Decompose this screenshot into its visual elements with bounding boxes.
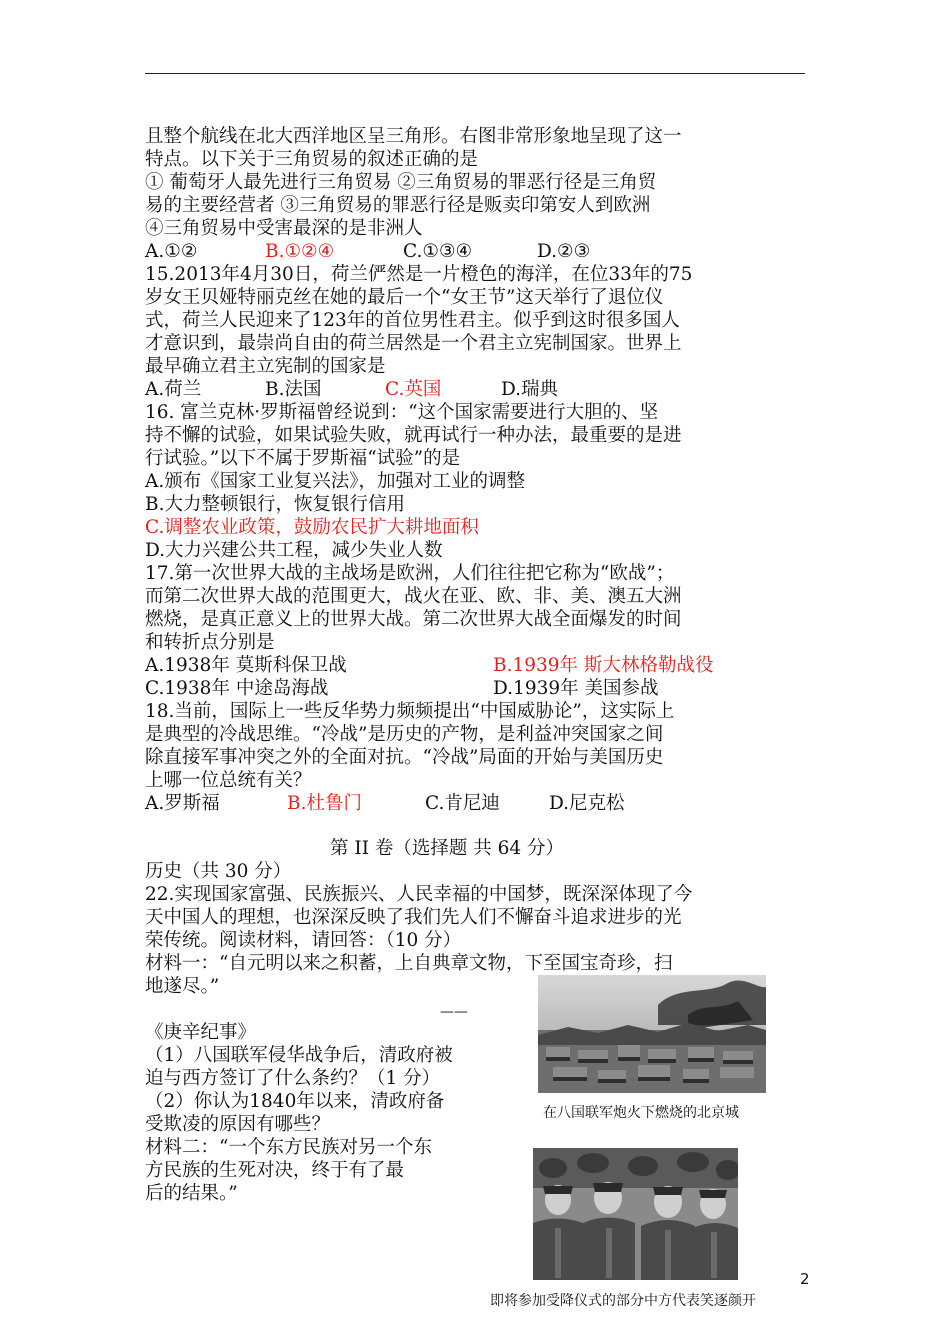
- option-d: D.②③: [537, 241, 591, 262]
- surrender-ceremony-photo: [533, 1148, 738, 1280]
- q15-stem: 式，荷兰人民迎来了123年的首位男性君主。似乎到这时很多国人: [145, 310, 680, 331]
- q16-stem: 持不懈的试验，如果试验失败，就再试行一种办法，最重要的是进: [145, 425, 682, 446]
- option-c: C.肯尼迪: [425, 793, 500, 814]
- q16-stem: 16. 富兰克林·罗斯福曾经说到：“这个国家需要进行大胆的、坚: [145, 402, 659, 423]
- q17-stem: 而第二次世界大战的范围更大，战火在亚、欧、非、美、澳五大洲: [145, 586, 682, 607]
- option-b-answer: B.①②④: [265, 241, 335, 262]
- q15-stem: 岁女王贝娅特丽克丝在她的最后一个“女王节”这天举行了退位仪: [145, 287, 664, 308]
- q16-option-d: D.大力兴建公共工程，减少失业人数: [145, 540, 443, 561]
- material-2: 后的结果。”: [145, 1183, 238, 1204]
- option-a: A.荷兰: [145, 379, 202, 400]
- subject-heading: 历史（共 30 分）: [145, 861, 292, 882]
- option-b: B.法国: [265, 379, 322, 400]
- q22-stem: 荣传统。阅读材料，请回答：（10 分）: [145, 930, 462, 951]
- sub-question-2: 受欺凌的原因有哪些？: [145, 1114, 331, 1135]
- q17-stem: 和转折点分别是: [145, 632, 275, 653]
- section-heading: 第 II 卷（选择题 共 64 分）: [330, 838, 565, 859]
- sub-question-2: （2）你认为1840年以来，清政府备: [145, 1091, 445, 1112]
- q16-option-c-answer: C.调整农业政策，鼓励农民扩大耕地面积: [145, 517, 479, 538]
- q22-stem: 天中国人的理想，也深深反映了我们先人们不懈奋斗追求进步的光: [145, 907, 682, 928]
- q22-stem: 22.实现国家富强、民族振兴、人民幸福的中国梦，既深深体现了今: [145, 884, 693, 905]
- q18-stem: 上哪一位总统有关？: [145, 770, 312, 791]
- q16-stem: 行试验。”以下不属于罗斯福“试验”的是: [145, 448, 461, 469]
- q16-option-a: A.颁布《国家工业复兴法》，加强对工业的调整: [145, 471, 525, 492]
- option-d: D.1939年 美国参战: [493, 678, 659, 699]
- option-b-answer: B.1939年 斯大林格勒战役: [493, 655, 714, 676]
- text-line: ④三角贸易中受害最深的是非洲人: [145, 218, 423, 239]
- header-rule: [145, 73, 805, 74]
- q17-options-row2: [145, 678, 659, 700]
- burning-beijing-photo: [538, 975, 766, 1093]
- option-b-answer: B.杜鲁门: [287, 793, 362, 814]
- q15-options: [145, 379, 558, 401]
- text-line: ① 葡萄牙人最先进行三角贸易 ②三角贸易的罪恶行径是三角贸: [145, 172, 657, 193]
- q17-stem: 燃烧，是真正意义上的世界大战。第二次世界大战全面爆发的时间: [145, 609, 682, 630]
- q15-stem: 最早确立君主立宪制的国家是: [145, 356, 386, 377]
- option-a: A.罗斯福: [145, 793, 220, 814]
- source-dash: ——: [440, 1004, 468, 1020]
- q17-stem: 17.第一次世界大战的主战场是欧洲，人们往往把它称为“欧战”；: [145, 563, 675, 584]
- sub-question-1: 迫与西方签订了什么条约？（1 分）: [145, 1068, 441, 1089]
- option-a: A.1938年 莫斯科保卫战: [145, 655, 347, 676]
- option-c: C.①③④: [403, 241, 473, 262]
- material-1: 材料一：“自元明以来之积蓄，上自典章文物，下至国宝奇珍，扫: [145, 953, 673, 974]
- text-line: 特点。以下关于三角贸易的叙述正确的是: [145, 149, 479, 170]
- option-a: A.①②: [145, 241, 198, 262]
- photo2-caption: 即将参加受降仪式的部分中方代表笑逐颜开: [490, 1293, 756, 1309]
- q14-options: [145, 241, 590, 263]
- q15-stem: 才意识到，最崇尚自由的荷兰居然是一个君主立宪制国家。世界上: [145, 333, 682, 354]
- q18-stem: 是典型的冷战思维。“冷战”是历史的产物，是利益冲突国家之间: [145, 724, 664, 745]
- text-line: 且整个航线在北大西洋地区呈三角形。右图非常形象地呈现了这一: [145, 126, 682, 147]
- material-1-source: 《庚辛纪事》: [145, 1022, 257, 1043]
- q17-options-row1: [145, 655, 713, 677]
- photo1-caption: 在八国联军炮火下燃烧的北京城: [543, 1105, 739, 1121]
- text-line: 易的主要经营者 ③三角贸易的罪恶行径是贩卖印第安人到欧洲: [145, 195, 651, 216]
- q15-stem: 15.2013年4月30日，荷兰俨然是一片橙色的海洋，在位33年的75: [145, 264, 693, 285]
- material-2: 方民族的生死对决，终于有了最: [145, 1160, 405, 1181]
- option-d: D.瑞典: [501, 379, 559, 400]
- option-d: D.尼克松: [549, 793, 625, 814]
- q18-stem: 18.当前，国际上一些反华势力频频提出“中国威胁论”，这实际上: [145, 701, 675, 722]
- page-number: 2: [800, 1270, 810, 1288]
- option-c: C.1938年 中途岛海战: [145, 678, 329, 699]
- material-2: 材料二：“一个东方民族对另一个东: [145, 1137, 432, 1158]
- q16-option-b: B.大力整顿银行，恢复银行信用: [145, 494, 405, 515]
- q18-options: [145, 793, 625, 815]
- q18-stem: 除直接军事冲突之外的全面对抗。“冷战”局面的开始与美国历史: [145, 747, 664, 768]
- sub-question-1: （1）八国联军侵华战争后，清政府被: [145, 1045, 453, 1066]
- option-c-answer: C.英国: [385, 379, 442, 400]
- material-1: 地遂尽。”: [145, 976, 220, 997]
